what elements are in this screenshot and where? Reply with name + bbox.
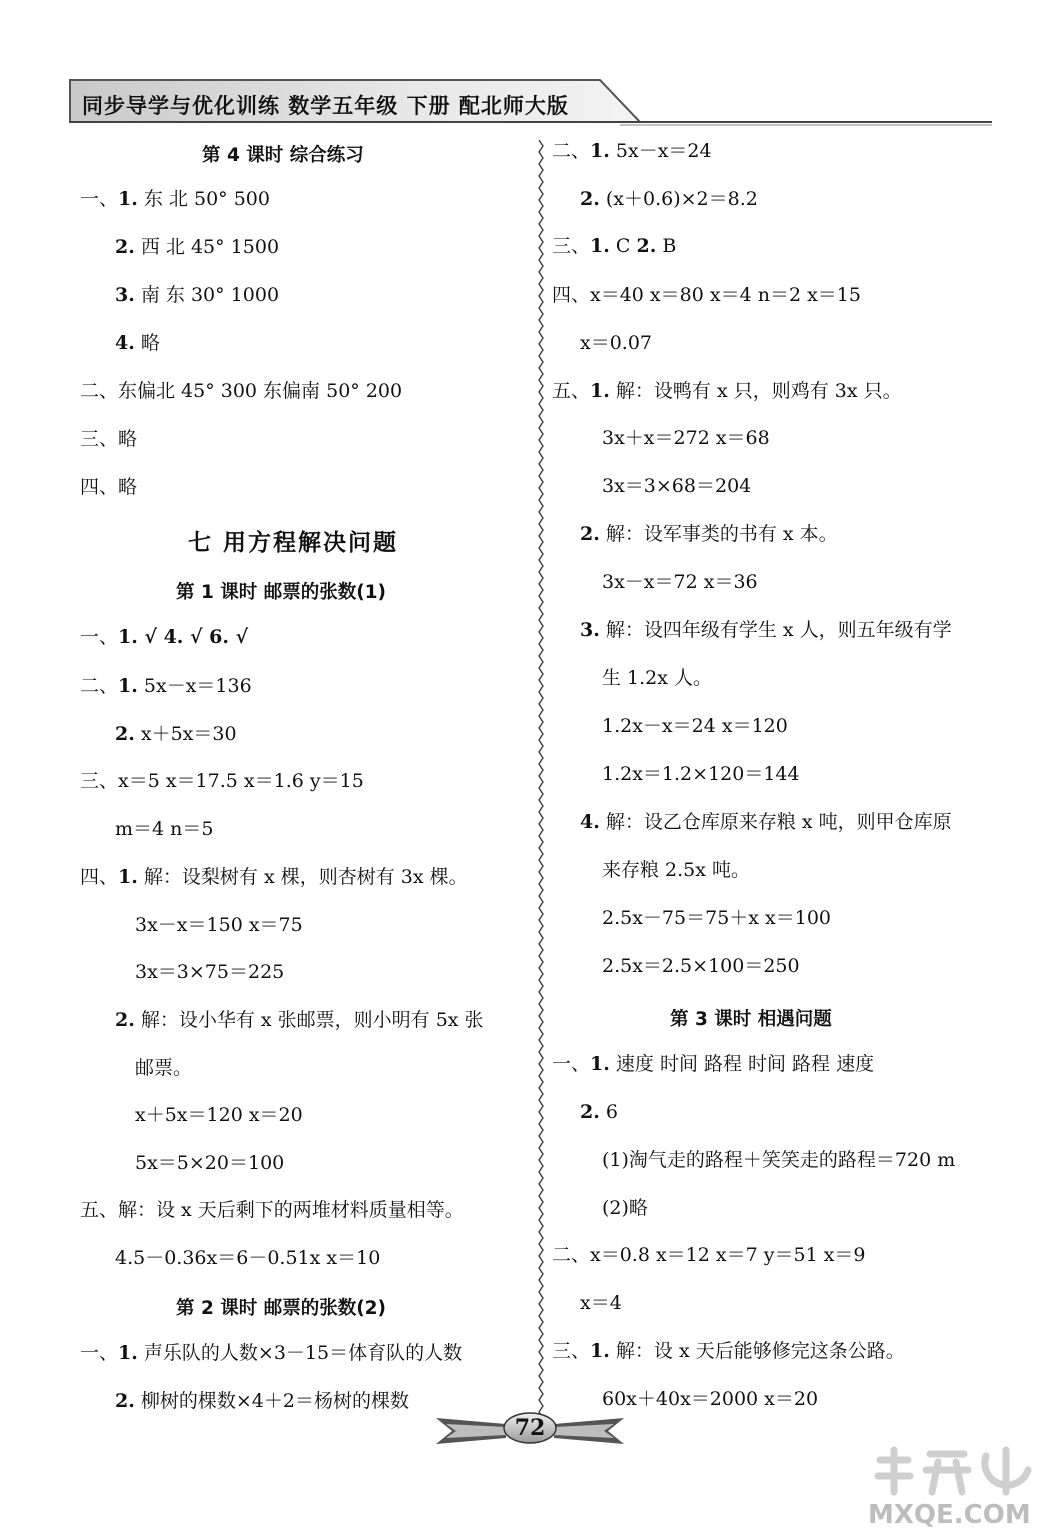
answer-line: 来存粮 2.5x 吨。 (602, 859, 751, 881)
answer-line: 一、1. 声乐队的人数×3－15＝体育队的人数 (80, 1342, 463, 1364)
answer-line: 2. 解：设军事类的书有 x 本。 (580, 523, 838, 545)
answer-line: x＋5x＝120 x＝20 (135, 1104, 303, 1126)
answer-line: 3x＋x＝272 x＝68 (602, 427, 770, 449)
answer-line: 4.5－0.36x＝6－0.51x x＝10 (115, 1247, 381, 1269)
answer-line: 四、略 (80, 476, 138, 498)
column-divider (537, 140, 545, 1430)
answer-line: 二、1. 5x－x＝24 (552, 140, 712, 162)
answer-line: 3x＝3×68＝204 (602, 475, 752, 497)
answer-line: 5x＝5×20＝100 (135, 1152, 285, 1174)
answer-line: 五、1. 解：设鸭有 x 只，则鸡有 3x 只。 (552, 380, 902, 402)
answer-line: 2. 解：设小华有 x 张邮票，则小明有 5x 张 (115, 1009, 484, 1031)
answer-line: 2. 6 (580, 1101, 618, 1123)
answer-line: 3x＝3×75＝225 (135, 961, 285, 983)
watermark-text: MXQE.COM (868, 1500, 1031, 1530)
answer-line: 生 1.2x 人。 (602, 667, 713, 689)
answer-line: 2. 柳树的棵数×4＋2＝杨树的棵数 (115, 1390, 409, 1412)
answer-line: 3x－x＝72 x＝36 (602, 571, 758, 593)
answer-line: 2.5x＝2.5×100＝250 (602, 955, 800, 977)
answer-line: 2. x＋5x＝30 (115, 723, 237, 745)
answer-line: 60x＋40x＝2000 x＝20 (602, 1388, 819, 1410)
answer-line: (1)淘气走的路程＋笑笑走的路程＝720 m (602, 1149, 956, 1171)
answer-line: 3. 南 东 30° 1000 (115, 284, 280, 306)
header-title: 同步导学与优化训练 数学五年级 下册 配北师大版 (82, 94, 569, 118)
answer-line: x＝4 (580, 1292, 622, 1314)
answer-line: 四、1. 解：设梨树有 x 棵，则杏树有 3x 棵。 (80, 866, 468, 888)
answer-line: 三、1. C 2. B (552, 235, 677, 257)
answer-line: 3. 解：设四年级有学生 x 人，则五年级有学 (580, 619, 952, 641)
chapter-title: 七 用方程解决问题 (188, 530, 399, 556)
answer-line: 3x－x＝150 x＝75 (135, 914, 303, 936)
answer-line: 三、x＝5 x＝17.5 x＝1.6 y＝15 (80, 770, 364, 792)
lesson-3-title: 第 3 课时 相遇问题 (670, 1009, 832, 1030)
page-number-ornament (432, 1410, 628, 1450)
answer-line: (2)略 (602, 1197, 648, 1219)
lesson-4-title: 第 4 课时 综合练习 (202, 145, 364, 166)
answer-line: 一、1. 东 北 50° 500 (80, 188, 270, 210)
lesson-1-title: 第 1 课时 邮票的张数(1) (176, 582, 386, 603)
answer-line: 三、1. 解：设 x 天后能够修完这条公路。 (552, 1340, 905, 1362)
answer-line: 二、x＝0.8 x＝12 x＝7 y＝51 x＝9 (552, 1244, 866, 1266)
answer-line: 三、略 (80, 428, 138, 450)
answer-line: m＝4 n＝5 (115, 818, 214, 840)
answer-line: 四、x＝40 x＝80 x＝4 n＝2 x＝15 (552, 284, 861, 306)
answer-line: 2. (x＋0.6)×2＝8.2 (580, 188, 758, 210)
answer-line: 4. 解：设乙仓库原来存粮 x 吨，则甲仓库原 (580, 811, 952, 833)
answer-line: 2. 西 北 45° 1500 (115, 236, 280, 258)
answer-line: 一、1. √ 4. √ 6. √ (80, 626, 249, 648)
lesson-2-title: 第 2 课时 邮票的张数(2) (176, 1298, 386, 1319)
answer-line: x＝0.07 (580, 332, 653, 354)
answer-line: 2.5x－75＝75＋x x＝100 (602, 907, 832, 929)
answer-line: 1.2x－x＝24 x＝120 (602, 715, 788, 737)
answer-line: 邮票。 (135, 1057, 193, 1079)
answer-line: 4. 略 (115, 332, 160, 354)
answer-line: 一、1. 速度 时间 路程 时间 路程 速度 (552, 1053, 875, 1075)
answer-line: 二、1. 5x－x＝136 (80, 675, 252, 697)
answer-line: 五、解：设 x 天后剩下的两堆材料质量相等。 (80, 1199, 464, 1221)
page-number: 72 (514, 1415, 546, 1441)
answer-line: 1.2x＝1.2×120＝144 (602, 763, 800, 785)
answer-line: 二、东偏北 45° 300 东偏南 50° 200 (80, 380, 403, 402)
